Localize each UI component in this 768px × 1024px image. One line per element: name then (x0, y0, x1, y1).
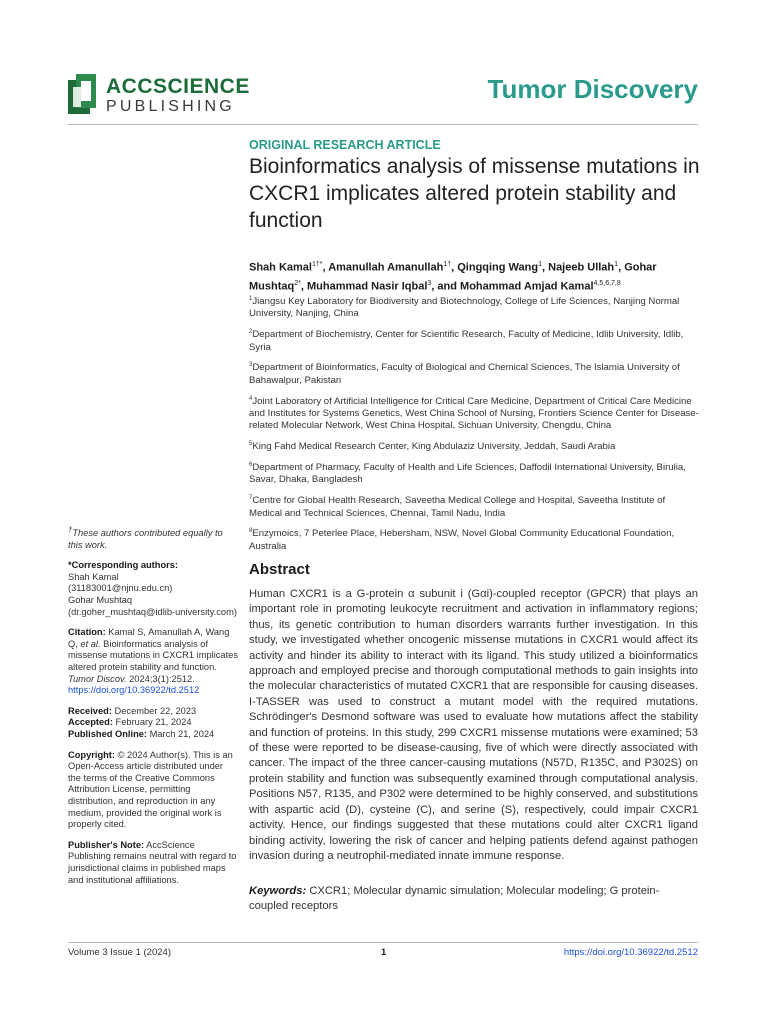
author-affiliation-marker: 1 (614, 261, 619, 268)
affiliation-text: Department of Biochemistry, Center for Scientific Research, Faculty of Medicine, Idlib University, Idlib, Syria (249, 329, 684, 353)
affiliation-text: King Fahd Medical Research Center, King Abdulaziz University, Jeddah, Saudi Arabia (252, 441, 616, 453)
footer-divider (68, 942, 698, 943)
citation: Citation: Kamal S, Amanullah A, Wang Q, et al. Bioinformatics analysis of missense mutations in CXCR1 implicates altered protein stability and function. Tumor Discov. 2024;3(1):2512. https://doi.org/10.36922/td.2512 (68, 627, 238, 696)
author-affiliation-marker: 1†* (311, 261, 323, 268)
keywords: Keywords: CXCR1; Molecular dynamic simulation; Molecular modeling; G protein-coupled receptors (249, 885, 660, 913)
author-name: Mohammad Amjad Kamal (460, 280, 594, 293)
corresponding-authors: *Corresponding authors: Shah Kamal (31183001@njnu.edu.cn) Gohar Mushtaq (dr.goher_mushtaq@idlib-university.com) (68, 560, 237, 617)
journal-name: Tumor Discovery (487, 74, 698, 104)
author-affiliation-marker: 1 (538, 261, 542, 268)
affiliation-item (249, 359, 699, 387)
article-dates: Received: December 22, 2023 Accepted: February 21, 2024 Published Online: March 21, 2024 (68, 705, 215, 739)
affiliation-number: 2 (249, 329, 253, 336)
affiliation-text: Department of Bioinformatics, Faculty of Biological and Chemical Sciences, The Islamia University of Bahawalpur, Pakistan (249, 362, 680, 386)
author-name: Amanullah Amanullah (328, 261, 444, 274)
page-number: 1 (381, 947, 387, 958)
author-affiliation-marker: 1† (443, 261, 452, 268)
article-title: Bioinformatics analysis of missense mutations in CXCR1 implicates altered protein stability and function (249, 155, 700, 232)
affiliation-number: 8 (249, 528, 253, 535)
publisher-logo (68, 74, 250, 118)
citation-doi-link[interactable]: https://doi.org/10.36922/td.2512 (68, 685, 200, 696)
corr-1-email[interactable]: (31183001@njnu.edu.cn) (68, 583, 173, 594)
author-name: Shah Kamal (249, 261, 312, 274)
author-affiliation-marker: 3 (427, 279, 432, 287)
article-type: ORIGINAL RESEARCH ARTICLE (249, 138, 441, 152)
affiliation-number: 7 (249, 495, 253, 502)
author-name: Muhammad Nasir Iqbal (306, 280, 428, 293)
affiliation-item (249, 459, 699, 487)
affiliation-text: Department of Pharmacy, Faculty of Health and Life Sciences, Daffodil International University, Birulia, Savar, Dhaka, Bangladesh (249, 462, 686, 486)
copyright: Copyright: © 2024 Author(s). This is an Open-Access article distributed under the terms of the Creative Commons Attribution License, permitting distribution, and reproduction in any medium, provided the original work is properly cited. (68, 749, 233, 830)
affiliation-item (249, 438, 699, 453)
logo-wordmark-top: ACCSCIENCE (106, 75, 250, 98)
corr-2-email[interactable]: (dr.goher_mushtaq@idlib-university.com) (68, 606, 237, 617)
affiliation-text: Enzymoics, 7 Peterlee Place, Hebersham, NSW, Novel Global Community Educational Foundation, Australia (249, 528, 675, 552)
publisher-note: Publisher's Note: AccScience Publishing remains neutral with regard to jurisdictional claims in published maps and institutional affiliations. (68, 839, 237, 885)
affiliation-number: 3 (249, 362, 253, 369)
affiliation-number: 1 (249, 296, 253, 302)
author-name: Gohar Mushtaq (249, 261, 657, 293)
affiliation-item (249, 525, 699, 553)
author-affiliation-marker: 2* (294, 279, 301, 287)
abstract-text: Human CXCR1 is a G-protein α subunit i (Gαi)-coupled receptor (GPCR) that plays an important role in promoting leukocyte recruitment and activation in inflammatory regions; thus, its genetic contribution to human disorders warrants further investigation. In this study, we investigated whether oncogenic missense mutations in CXCR1 would affect its activity and hinder its ability to interact with its ligand. This study utilized a bioinformatics approach and employed precise and thorough computational methods to gain insights into the molecular characteristics of mutated CXCR1 that are responsible for causing diseases. I-TASSER was used to construct a mutant model with the required mutations. Schrödinger's Desmond software was used to evaluate how mutations affect the stability and function of proteins. In this study, 299 CXCR1 missense mutations were examined; 53 of these were reported to be disease-causing, five of which were directly associated with cancer. The impact of the three cancer-causing mutations (N57D, R135C, and P302S) on protein stability and function was subsequently examined through computational analysis. Positions N57, R135, and P302 were determined to be highly conserved, and substitutions with aspartic acid (D), cysteine (C), and serine (S), respectively, could impair CXCR1 activity. Hence, our findings suggested that these mutations could alter CXCR1 ligand binding activity, lowering the risk of cancer and helping patients defend against pathogen invasion during a neutrophil-mediated innate immune response. (249, 588, 698, 862)
logo-wordmark-bottom: PUBLISHING (106, 98, 235, 115)
affiliation-number: 4 (249, 395, 253, 402)
accscience-logo-icon (68, 74, 98, 118)
footer-doi-link[interactable]: https://doi.org/10.36922/td.2512 (563, 947, 698, 958)
author-name: Qingqing Wang (457, 261, 539, 274)
affiliation-text: Centre for Global Health Research, Saveetha Medical College and Hospital, Saveetha Institute of Medical and Technical Sciences, Chennai, Tamil Nadu, India (249, 495, 666, 519)
abstract-heading: Abstract (249, 561, 310, 578)
article-info-sidebar (68, 524, 238, 895)
affiliation-text: Joint Laboratory of Artificial Intelligence for Critical Care Medicine, Department of Critical Care Medicine and Institutes for Systems Genetics, West China School of Nursing, Frontiers Science Center for Disease-related Molecular Network, West China Hospital, Sichuan University, Chengdu, China (249, 395, 699, 432)
author-name: Najeeb Ullah (548, 261, 615, 274)
affiliation-item (249, 293, 699, 321)
header-divider (68, 124, 698, 125)
author-affiliation-marker: 4,5,6,7,8 (593, 279, 621, 287)
author-list: Shah Kamal$^{1\dagger*}$, Amanullah Amanullah$^{1\dagger}$, Qingqing Wang$^1$, Najeeb Ullah$^1$, Gohar Mushtaq$^{2*}$, Muhammad Nasir Iqbal$^3$, and Mohammad Amjad Kamal$^{4,5,6,7,8}$ (249, 261, 657, 293)
affiliation-list (249, 293, 699, 558)
affiliation-text: Jiangsu Key Laboratory for Biodiversity and Biotechnology, College of Life Sciences, Nanjing Normal University, Nanjing, China (249, 296, 680, 320)
affiliation-number: 6 (249, 461, 253, 468)
affiliation-item (249, 492, 699, 520)
equal-contribution-note: †These authors contributed equally to this work. (68, 525, 223, 550)
affiliation-item (249, 393, 699, 433)
footer-volume: Volume 3 Issue 1 (2024) (68, 947, 171, 958)
affiliation-number: 5 (249, 440, 253, 447)
affiliation-item (249, 326, 699, 354)
